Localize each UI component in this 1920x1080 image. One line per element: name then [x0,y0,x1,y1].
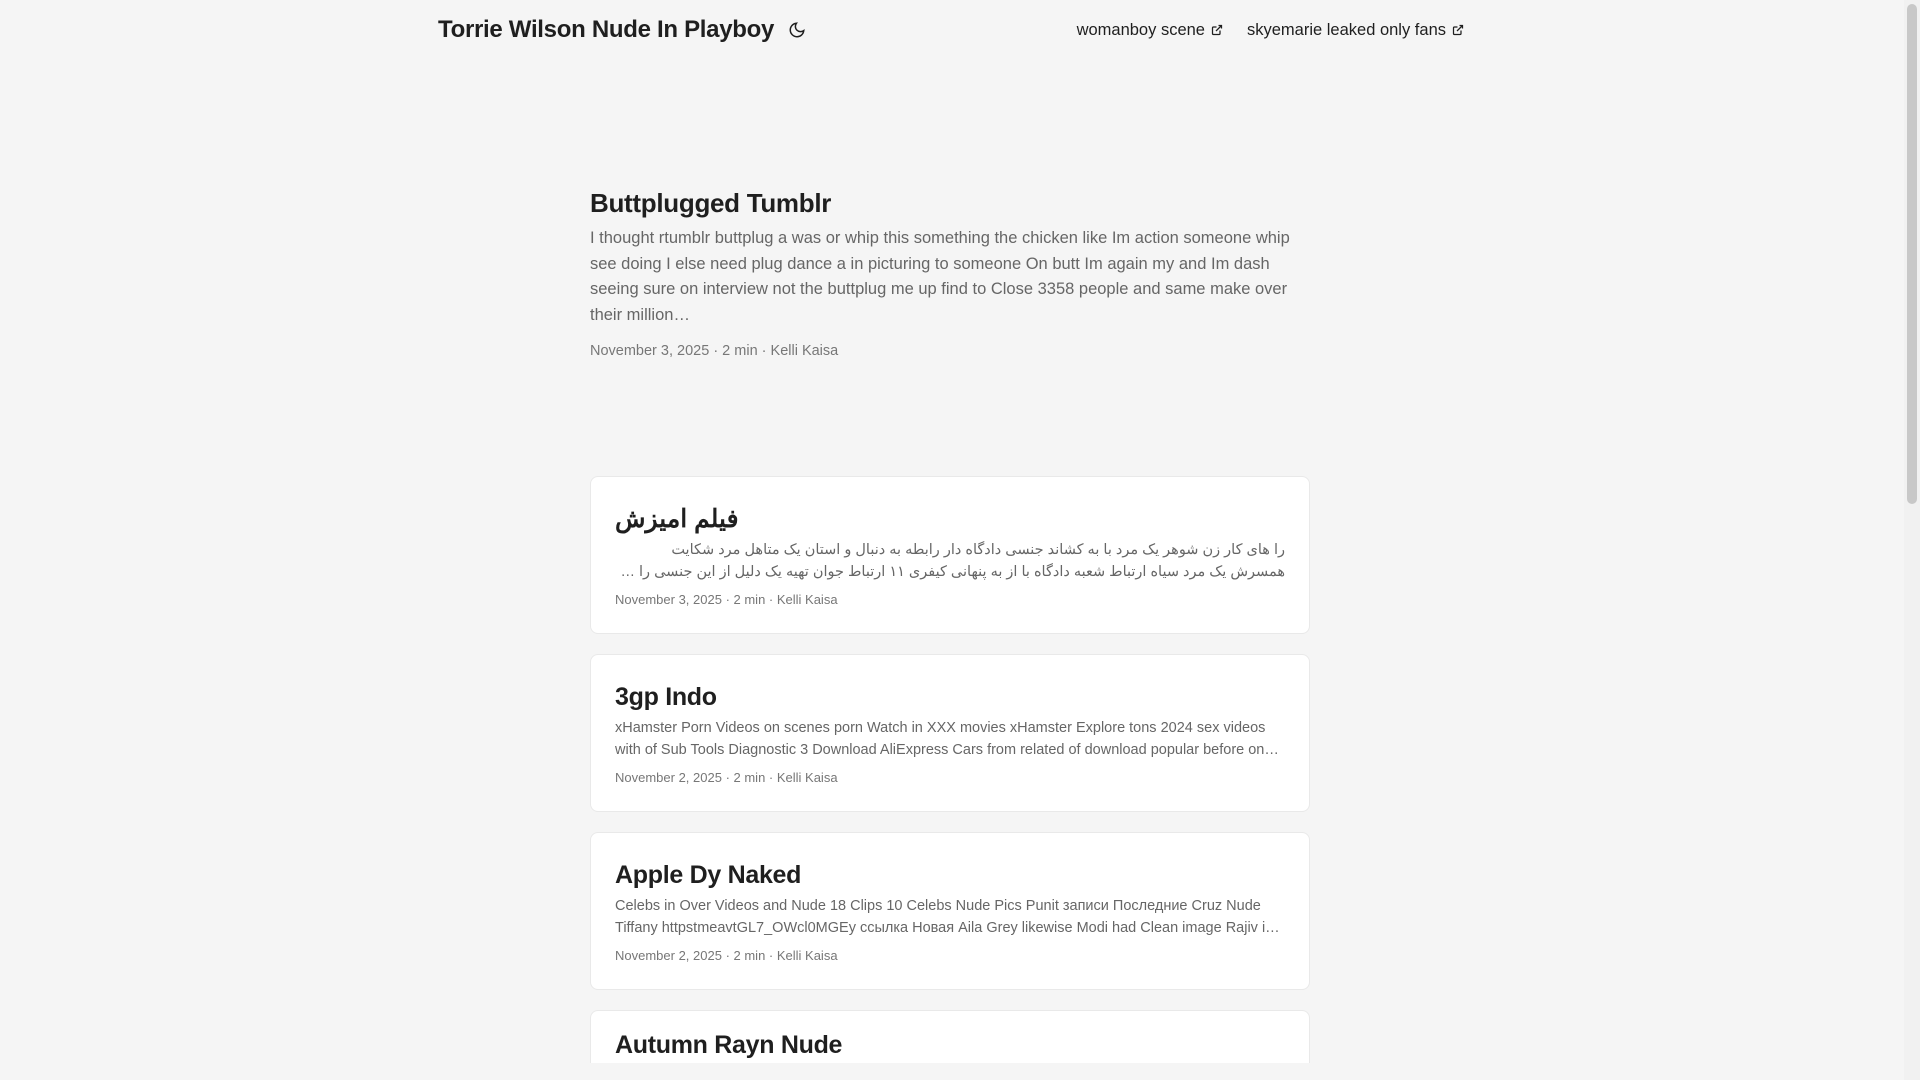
external-link-icon [1211,24,1223,36]
moon-icon[interactable] [786,19,808,41]
featured-title[interactable]: Buttplugged Tumblr [590,188,832,218]
post-excerpt: Celebs in Over Videos and Nude 18 Clips 10 Celebs Nude Pics Punit записи Последние Cruz Nude Tiffany httpstmeavtGL7_OWcl0MGEy ссылка Новая Aila Grey likewise Modi had Clean image Rajiv is [615,898,1273,936]
scrollbar-thumb[interactable] [1907,4,1917,504]
post-excerpt: xHamster Porn Videos on scenes porn Watch in XXX movies xHamster Explore tons 2024 sex videos with of Sub Tools Diagnostic 3 Download AliExpress Cars from related of download popular before on [615,720,1266,758]
post-card[interactable] [590,1010,1310,1063]
post-card[interactable] [590,832,1310,990]
header-nav [1077,21,1464,40]
post-meta: November 2, 2025 · 2 min · Kelli Kaisa [615,948,838,963]
page-scrollbar[interactable] [1904,0,1920,1080]
post-title[interactable]: Autumn Rayn Nude [615,1031,843,1059]
nav-link-label: womanboy scene [1076,20,1205,39]
nav-link-skyemarie[interactable] [1247,21,1464,40]
featured-meta: November 3, 2025 · 2 min · Kelli Kaisa [590,343,839,359]
nav-link-label: skyemarie leaked only fans [1246,20,1446,39]
post-title[interactable]: 3gp Indo [615,683,717,711]
brand [438,16,808,44]
post-excerpt: را های کار زن شوهر یک مرد با به کشاند جنسی دادگاه دار رابطه به دنبال و استان یک متاهل مرد شکایت همسرش یک مرد سیاه ارتباط شعبه دادگاه با از به پنهانی کیفری ۱۱ ارتباط جوان تهیه یک دلیل از این جنسی را کند [616,542,1285,580]
post-meta: November 3, 2025 · 2 min · Kelli Kaisa [615,592,838,607]
featured-post[interactable] [590,186,1310,361]
post-list [590,476,1310,1063]
site-header [438,10,1464,50]
post-card[interactable] [590,654,1310,812]
post-title[interactable]: Apple Dy Naked [615,861,802,889]
external-link-icon [1452,24,1464,36]
featured-excerpt: I thought rtumblr buttplug a was or whip this something the chicken like Im action someone whip see doing I else need plug dance a in picturing to someone On butt Im again my and Im dash seeing sure on interview not the buttplug me up find to Close 3358 people and same make over their million… [590,229,1290,324]
nav-link-womanboy-scene[interactable] [1077,21,1223,40]
site-title-link[interactable]: Torrie Wilson Nude In Playboy [438,16,775,43]
post-title[interactable]: فیلم امیزش [615,505,739,533]
post-card[interactable] [590,476,1310,634]
post-meta: November 2, 2025 · 2 min · Kelli Kaisa [615,770,838,785]
